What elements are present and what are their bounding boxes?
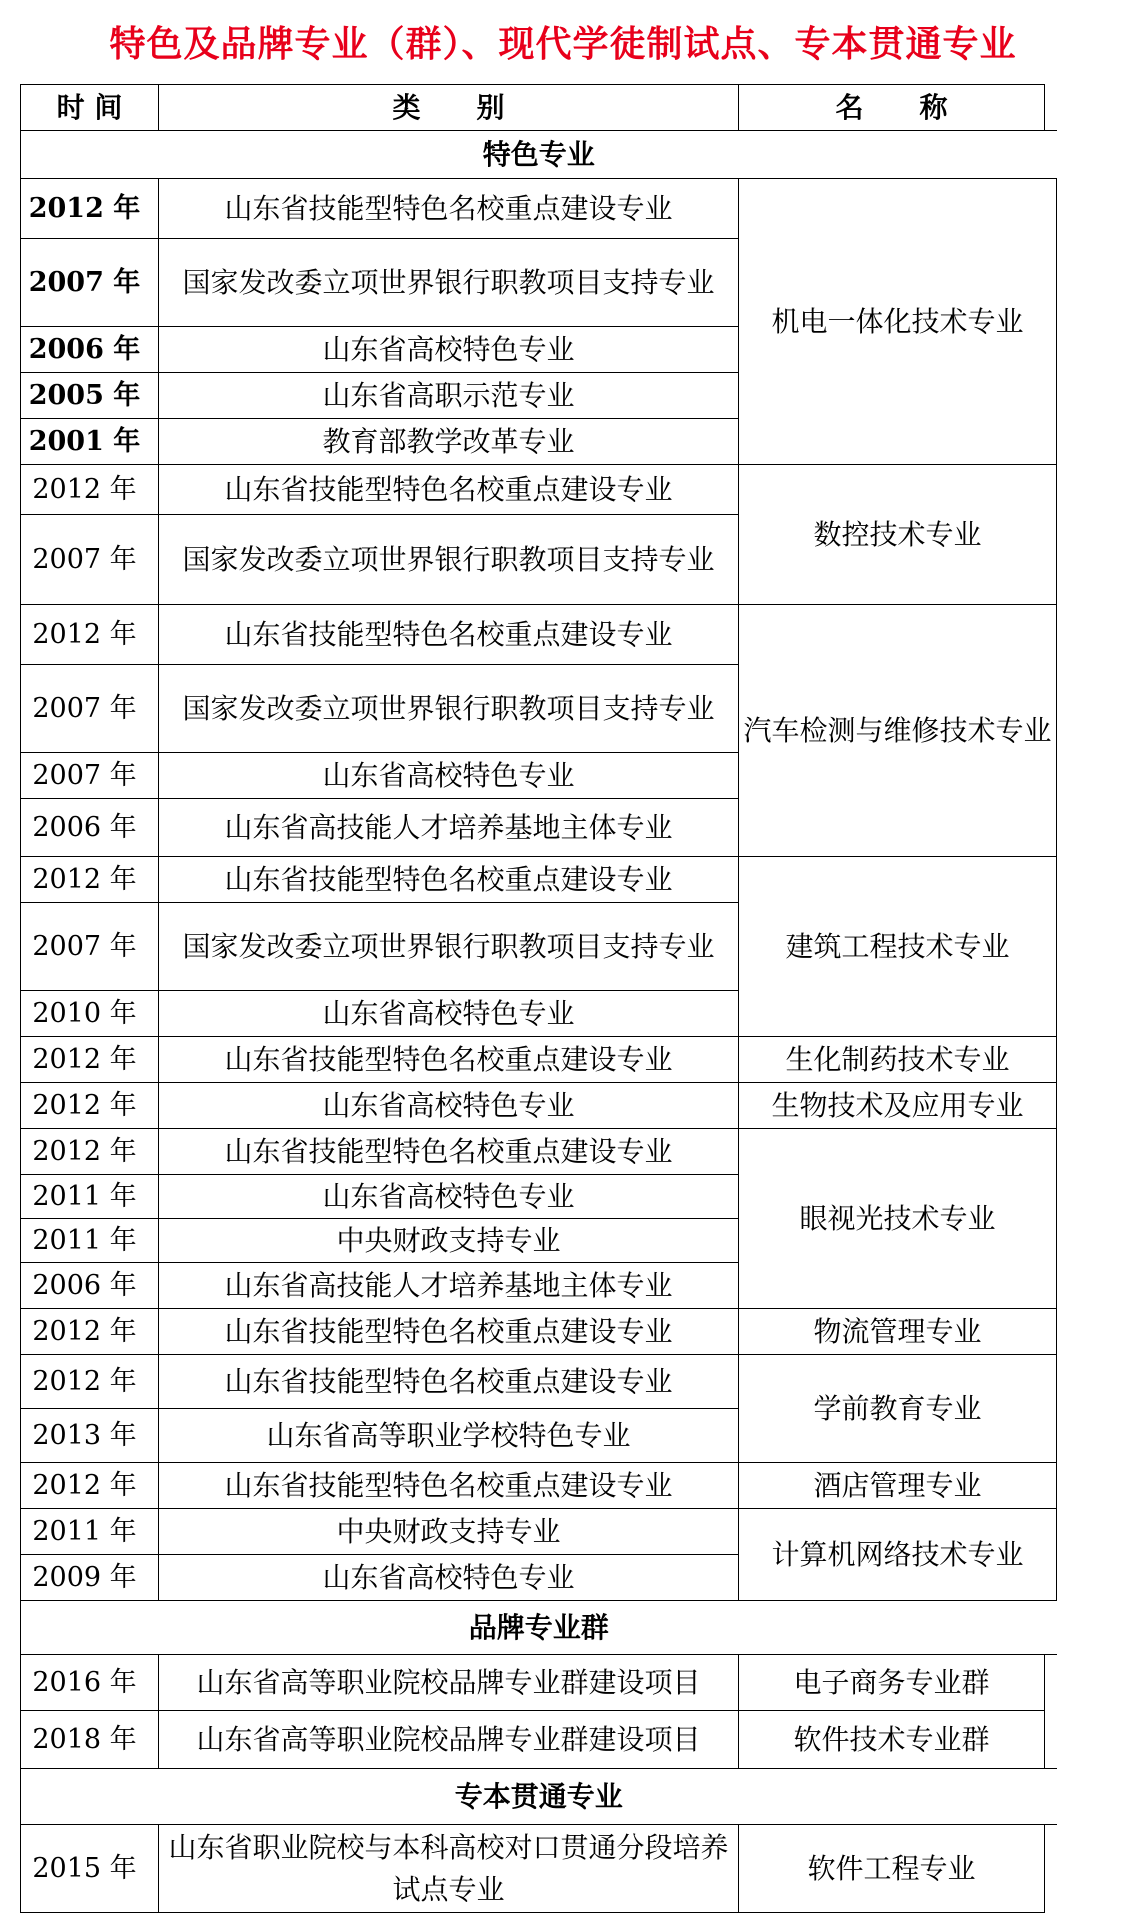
- table-row: [21, 1655, 1057, 1711]
- section-brand-label: 品牌专业群: [21, 1601, 1057, 1655]
- table-row: [21, 1037, 1057, 1083]
- category-cell: 山东省技能型特色名校重点建设专业: [159, 465, 739, 515]
- category-cell: 教育部教学改革专业: [159, 419, 739, 465]
- name-cell: 眼视光技术专业: [739, 1129, 1057, 1309]
- year-cell: 2012 年: [21, 1129, 159, 1175]
- name-cell: 建筑工程技术专业: [739, 857, 1057, 1037]
- category-cell: 山东省技能型特色名校重点建设专业: [159, 179, 739, 239]
- year-cell: 2011 年: [21, 1509, 159, 1555]
- category-cell: 国家发改委立项世界银行职教项目支持专业: [159, 903, 739, 991]
- year-cell: 2001 年: [21, 419, 159, 465]
- majors-table: [20, 84, 1057, 1913]
- year-cell: 2012 年: [21, 1037, 159, 1083]
- section-row-brand: [21, 1601, 1057, 1655]
- year-cell: 2010 年: [21, 991, 159, 1037]
- category-cell: 山东省高校特色专业: [159, 327, 739, 373]
- name-cell: 计算机网络技术专业: [739, 1509, 1057, 1601]
- header-category: 类 别: [159, 85, 739, 131]
- year-cell: 2012 年: [21, 465, 159, 515]
- category-cell: 山东省高等职业学校特色专业: [159, 1409, 739, 1463]
- name-cell: 酒店管理专业: [739, 1463, 1057, 1509]
- header-time: 时 间: [21, 85, 159, 131]
- table-row: [21, 1509, 1057, 1555]
- name-cell: 软件技术专业群: [739, 1711, 1045, 1769]
- table-edge: [1045, 85, 1057, 131]
- name-cell: 物流管理专业: [739, 1309, 1057, 1355]
- table-row: [21, 1083, 1057, 1129]
- year-cell: 2007 年: [21, 665, 159, 753]
- category-cell: 山东省高校特色专业: [159, 1555, 739, 1601]
- year-cell: 2012 年: [21, 1463, 159, 1509]
- name-cell: 软件工程专业: [739, 1825, 1045, 1913]
- category-cell: 国家发改委立项世界银行职教项目支持专业: [159, 515, 739, 605]
- year-cell: 2018 年: [21, 1711, 159, 1769]
- category-cell: 山东省职业院校与本科高校对口贯通分段培养试点专业: [159, 1825, 739, 1913]
- category-cell: 山东省技能型特色名校重点建设专业: [159, 605, 739, 665]
- table-row: [21, 179, 1057, 239]
- name-cell: 数控技术专业: [739, 465, 1057, 605]
- table-row: [21, 857, 1057, 903]
- year-cell: 2013 年: [21, 1409, 159, 1463]
- year-cell: 2012 年: [21, 1355, 159, 1409]
- table-edge: [1045, 1655, 1057, 1711]
- category-cell: 中央财政支持专业: [159, 1219, 739, 1263]
- year-cell: 2012 年: [21, 179, 159, 239]
- category-cell: 山东省高校特色专业: [159, 1083, 739, 1129]
- category-cell: 山东省技能型特色名校重点建设专业: [159, 857, 739, 903]
- table-edge: [1045, 1825, 1057, 1913]
- category-cell: 中央财政支持专业: [159, 1509, 739, 1555]
- section-row-bachelor: [21, 1769, 1057, 1825]
- table-header-row: [21, 85, 1057, 131]
- table-row: [21, 1355, 1057, 1409]
- header-name: 名 称: [739, 85, 1045, 131]
- year-cell: 2011 年: [21, 1219, 159, 1263]
- year-cell: 2007 年: [21, 239, 159, 327]
- category-cell: 山东省高等职业院校品牌专业群建设项目: [159, 1655, 739, 1711]
- name-cell: 机电一体化技术专业: [739, 179, 1057, 465]
- category-cell: 山东省高技能人才培养基地主体专业: [159, 1263, 739, 1309]
- category-cell: 山东省技能型特色名校重点建设专业: [159, 1129, 739, 1175]
- year-cell: 2012 年: [21, 857, 159, 903]
- table-row: [21, 1711, 1057, 1769]
- name-cell: 学前教育专业: [739, 1355, 1057, 1463]
- category-cell: 山东省技能型特色名校重点建设专业: [159, 1463, 739, 1509]
- year-cell: 2007 年: [21, 515, 159, 605]
- year-cell: 2005 年: [21, 373, 159, 419]
- table-row: [21, 1825, 1057, 1913]
- year-cell: 2012 年: [21, 605, 159, 665]
- year-cell: 2011 年: [21, 1175, 159, 1219]
- name-cell: 生化制药技术专业: [739, 1037, 1057, 1083]
- year-cell: 2007 年: [21, 753, 159, 799]
- year-cell: 2015 年: [21, 1825, 159, 1913]
- name-cell: 生物技术及应用专业: [739, 1083, 1057, 1129]
- year-cell: 2007 年: [21, 903, 159, 991]
- category-cell: 山东省技能型特色名校重点建设专业: [159, 1355, 739, 1409]
- category-cell: 国家发改委立项世界银行职教项目支持专业: [159, 665, 739, 753]
- table-row: [21, 1309, 1057, 1355]
- table-row: [21, 605, 1057, 665]
- category-cell: 山东省技能型特色名校重点建设专业: [159, 1309, 739, 1355]
- category-cell: 山东省技能型特色名校重点建设专业: [159, 1037, 739, 1083]
- section-bachelor-label: 专本贯通专业: [21, 1769, 1057, 1825]
- table-row: [21, 1129, 1057, 1175]
- year-cell: 2006 年: [21, 1263, 159, 1309]
- section-featured-label: 特色专业: [21, 131, 1057, 179]
- year-cell: 2009 年: [21, 1555, 159, 1601]
- table-row: [21, 465, 1057, 515]
- year-cell: 2006 年: [21, 799, 159, 857]
- table-edge: [1045, 1711, 1057, 1769]
- table-row: [21, 1463, 1057, 1509]
- page-title: 特色及品牌专业（群）、现代学徒制试点、专本贯通专业: [109, 23, 1017, 65]
- year-cell: 2012 年: [21, 1083, 159, 1129]
- name-cell: 汽车检测与维修技术专业: [739, 605, 1057, 857]
- category-cell: 山东省高等职业院校品牌专业群建设项目: [159, 1711, 739, 1769]
- name-cell: 电子商务专业群: [739, 1655, 1045, 1711]
- category-cell: 山东省高校特色专业: [159, 991, 739, 1037]
- category-cell: 山东省高技能人才培养基地主体专业: [159, 799, 739, 857]
- category-cell: 国家发改委立项世界银行职教项目支持专业: [159, 239, 739, 327]
- category-cell: 山东省高校特色专业: [159, 753, 739, 799]
- category-cell: 山东省高职示范专业: [159, 373, 739, 419]
- year-cell: 2012 年: [21, 1309, 159, 1355]
- year-cell: 2016 年: [21, 1655, 159, 1711]
- section-row-featured: [21, 131, 1057, 179]
- year-cell: 2006 年: [21, 327, 159, 373]
- category-cell: 山东省高校特色专业: [159, 1175, 739, 1219]
